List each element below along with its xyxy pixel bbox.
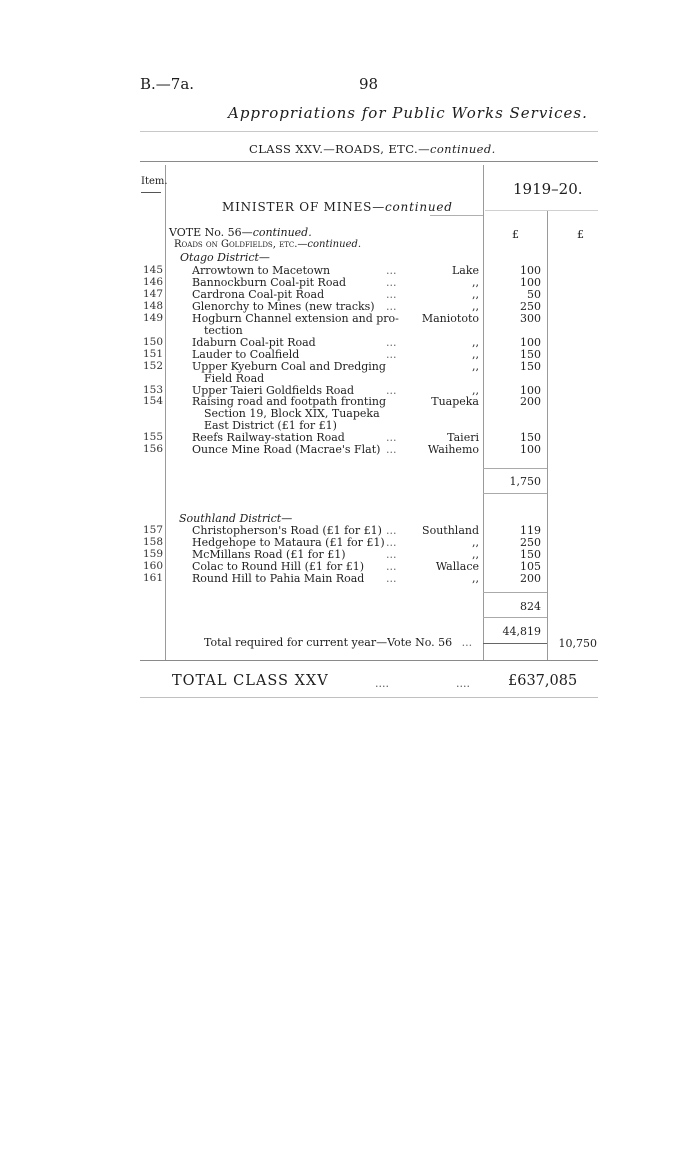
item-number: 156	[143, 443, 164, 456]
district-name: ,,	[472, 547, 479, 561]
amount: 105	[520, 559, 541, 573]
item-description-line: Glenorchy to Mines (new tracks)	[192, 299, 375, 313]
dot-leader: ...	[386, 299, 397, 313]
vote-total-leader: ...	[461, 636, 473, 649]
item-column-rule	[165, 165, 166, 660]
otago-subtotal-bottom-rule	[483, 493, 547, 494]
southland-subtotal-bottom-rule	[483, 617, 547, 618]
class-heading-continued: continued.	[429, 142, 496, 156]
district-name: ,,	[472, 359, 479, 373]
amount: 300	[520, 311, 541, 325]
amount: 150	[520, 359, 541, 373]
vote-sum: 44,819	[502, 625, 541, 638]
item-description-line: Idaburn Coal-pit Road	[192, 335, 316, 349]
amount: 100	[520, 275, 541, 289]
year-header-rule	[485, 210, 598, 211]
dot-leader: ...	[386, 275, 397, 289]
district-name: Wallace	[435, 559, 479, 573]
vote-heading-continued: continued.	[252, 226, 312, 239]
ministry-heading-text: MINISTER OF MINES—	[222, 200, 385, 214]
dot-leader: ...	[386, 431, 397, 445]
item-description-line: Ounce Mine Road (Macrae's Flat)	[192, 443, 381, 457]
vote-heading	[169, 226, 312, 239]
item-number: 160	[143, 559, 164, 572]
dot-leader: ...	[386, 287, 397, 301]
amount: 200	[520, 571, 541, 585]
item-number: 159	[143, 547, 164, 560]
item-description-line: Reefs Railway-station Road	[192, 431, 345, 445]
currency-symbol-col1: £	[512, 228, 519, 241]
amount-column-rule	[547, 210, 548, 660]
item-description-line: tection	[204, 323, 243, 337]
item-number: 146	[143, 275, 164, 288]
dot-leader: ...	[386, 264, 397, 277]
item-description-line: McMillans Road (£1 for £1)	[192, 547, 346, 561]
item-description-line: Christopherson's Road (£1 for £1)	[192, 524, 382, 537]
amount: 100	[520, 443, 541, 457]
district-name: Lake	[451, 264, 479, 277]
dot-leader: ...	[386, 383, 397, 397]
dot-leader: ...	[386, 335, 397, 349]
amount: 119	[520, 524, 541, 537]
district-name: Maniototo	[421, 311, 479, 325]
class-total-label: TOTAL CLASS XXV	[172, 673, 329, 689]
vote-heading-text: VOTE No. 56—	[169, 226, 253, 239]
amount: 150	[520, 347, 541, 361]
item-number: 149	[143, 311, 164, 324]
subhead-text: Roads on Goldfields, etc.—	[174, 239, 308, 250]
district-name: ,,	[472, 383, 479, 397]
item-description-line: Upper Kyeburn Coal and Dredging	[192, 359, 386, 373]
item-description-line: Raising road and footpath fronting	[192, 395, 386, 409]
item-number: 150	[143, 335, 164, 348]
district-name: ,,	[472, 287, 479, 301]
vote-total-label	[204, 636, 472, 649]
district-name: Taieri	[447, 431, 479, 445]
item-description-line: Lauder to Coalfield	[192, 347, 300, 361]
amount: 250	[520, 535, 541, 549]
item-number: 153	[143, 383, 164, 396]
table-top-rule	[140, 161, 598, 162]
district-name: ,,	[472, 275, 479, 289]
southland-district-heading: Southland District—	[179, 512, 293, 525]
vote-total-value: 10,750	[558, 637, 597, 650]
district-name: Waihemo	[427, 443, 479, 457]
dot-leader: ...	[386, 547, 397, 561]
class-heading-text: CLASS XXV.—ROADS, ETC.—	[249, 142, 430, 156]
class-total-dots-2: ....	[456, 677, 470, 690]
item-description-line: Round Hill to Pahia Main Road	[192, 571, 365, 585]
amount: 150	[520, 547, 541, 561]
amount: 150	[520, 431, 541, 445]
item-description-line: Arrowtown to Macetown	[192, 264, 331, 277]
southland-subtotal: 824	[520, 600, 541, 613]
item-number: 151	[143, 347, 164, 360]
amount: 200	[520, 395, 541, 409]
item-description-line: Hedgehope to Mataura (£1 for £1)	[192, 535, 385, 549]
item-description-line: Hogburn Channel extension and pro-	[192, 311, 399, 325]
vote-sum-rule	[483, 643, 547, 644]
district-column-rule	[483, 165, 484, 660]
item-description-line: Colac to Round Hill (£1 for £1)	[192, 559, 365, 573]
item-number: 154	[143, 395, 164, 408]
dot-leader: ...	[386, 347, 397, 361]
item-description-line: Bannockburn Coal-pit Road	[192, 275, 347, 289]
district-name: ,,	[472, 535, 479, 549]
item-number: 147	[143, 287, 164, 300]
item-description-line: Section 19, Block XIX, Tuapeka	[204, 407, 380, 421]
district-name: ,,	[472, 299, 479, 313]
item-number: 155	[143, 431, 164, 444]
class-total-dots-1: ....	[375, 677, 389, 690]
ministry-rule	[430, 215, 483, 216]
vote-total-text: Total required for current year—Vote No. 56	[204, 636, 453, 649]
page-number: 98	[359, 75, 379, 93]
dot-leader: ...	[386, 571, 397, 585]
item-description-line: Field Road	[204, 371, 265, 385]
subhead-heading	[174, 239, 361, 250]
amount: 100	[520, 264, 541, 277]
class-total-value: £637,085	[508, 673, 578, 689]
dot-leader: ...	[386, 443, 397, 457]
class-total-rule	[140, 697, 598, 698]
dot-leader: ...	[386, 559, 397, 573]
district-name: Tuapeka	[431, 395, 479, 409]
item-number: 152	[143, 359, 164, 372]
ministry-heading-continued: continued	[385, 200, 453, 214]
item-description-line: Upper Taieri Goldfields Road	[192, 383, 354, 397]
amount: 100	[520, 335, 541, 349]
item-number: 161	[143, 571, 164, 584]
southland-subtotal-rule	[483, 592, 547, 593]
ministry-heading	[222, 200, 453, 214]
item-number: 148	[143, 299, 164, 312]
amount: 50	[527, 287, 541, 301]
dot-leader: ...	[386, 535, 397, 549]
district-name: ,,	[472, 335, 479, 349]
otago-district-heading: Otago District—	[180, 251, 270, 264]
class-heading	[249, 142, 496, 156]
district-name: ,,	[472, 347, 479, 361]
year-header: 1919–20.	[513, 180, 583, 198]
page-title: Appropriations for Public Works Services.	[228, 104, 588, 122]
dot-leader: ...	[386, 524, 397, 537]
amount: 250	[520, 299, 541, 313]
amount: 100	[520, 383, 541, 397]
title-rule	[140, 131, 598, 132]
item-number: 157	[143, 524, 164, 536]
item-description-line: East District (£1 for £1)	[204, 419, 337, 433]
district-name: Southland	[422, 524, 479, 537]
item-header-rule	[141, 192, 161, 193]
item-column-header: Item.	[141, 176, 168, 187]
currency-symbol-col2: £	[577, 228, 584, 241]
otago-subtotal-rule	[483, 468, 547, 469]
district-name: ,,	[472, 571, 479, 585]
document-reference: B.—7a.	[140, 75, 195, 93]
item-number: 145	[143, 264, 164, 276]
otago-subtotal: 1,750	[509, 475, 541, 488]
item-number: 158	[143, 535, 164, 548]
item-description-line: Cardrona Coal-pit Road	[192, 287, 325, 301]
subhead-continued: continued.	[307, 239, 362, 250]
table-bottom-rule	[140, 660, 598, 661]
